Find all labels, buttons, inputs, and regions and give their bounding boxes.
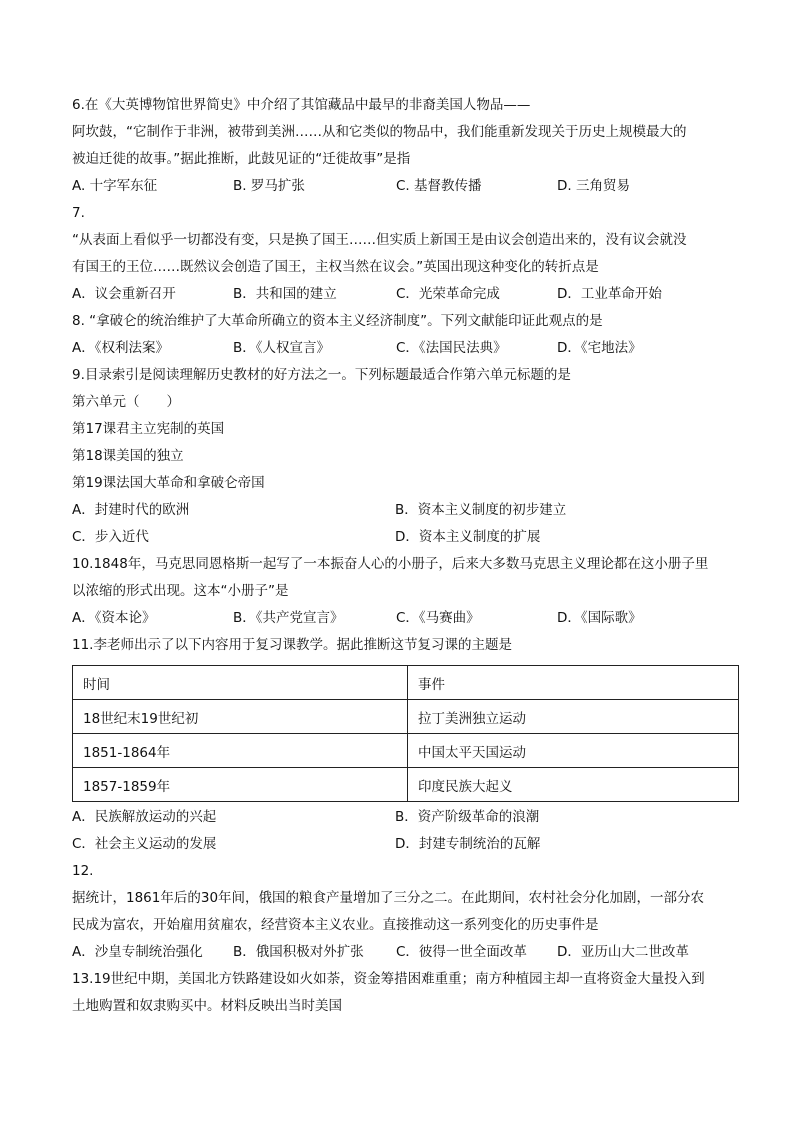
table-header: 时间 — [73, 666, 408, 700]
option-b[interactable]: B．《人权宣言》 — [233, 340, 331, 356]
options-row — [72, 335, 742, 362]
question-text: 被迫迁徙的故事。”据此推断，此鼓见证的“迁徙故事”是指 — [72, 151, 411, 167]
option-b[interactable]: B．《共产党宣言》 — [233, 610, 344, 626]
options-row — [72, 605, 742, 632]
table-row — [73, 768, 739, 802]
table-cell: 印度民族大起义 — [408, 768, 739, 802]
question-text: 6.在《大英博物馆世界简史》中介绍了其馆藏品中最早的非裔美国人物品—— — [72, 97, 531, 113]
option-a[interactable]: A．《权利法案》 — [72, 340, 169, 356]
question-text: 11.李老师出示了以下内容用于复习课教学。据此推断这节复习课的主题是 — [72, 637, 512, 653]
option-a[interactable]: A．封建时代的欧洲 — [72, 502, 190, 518]
options-row — [72, 281, 742, 308]
question-7 — [72, 200, 742, 308]
question-number: 12. — [72, 863, 94, 879]
unit-title: 第六单元（ ） — [72, 394, 180, 410]
options-row — [72, 831, 742, 858]
table-row — [73, 700, 739, 734]
question-text: 据统计，1861年后的30年间，俄国的粮食产量增加了三分之二。在此期间，农村社会分化加剧，一部分农 — [72, 890, 705, 906]
option-b[interactable]: B. 罗马扩张 — [233, 178, 305, 194]
table-cell: 中国太平天国运动 — [408, 734, 739, 768]
option-b[interactable]: B．资产阶级革命的浪潮 — [395, 809, 540, 825]
options-row — [72, 497, 742, 524]
question-13 — [72, 966, 742, 1020]
question-text: “从表面上看似乎一切都没有变，只是换了国王……但实质上新国王是由议会创造出来的，没有议会就没 — [72, 232, 687, 248]
option-d[interactable]: D．资本主义制度的扩展 — [395, 529, 541, 545]
option-d[interactable]: D. 三角贸易 — [557, 178, 630, 194]
option-d[interactable]: D．封建专制统治的瓦解 — [395, 836, 541, 852]
option-d[interactable]: D．《国际歌》 — [557, 610, 642, 626]
question-text: 土地购置和奴隶购买中。材料反映出当时美国 — [72, 998, 342, 1014]
table-cell: 1857-1859年 — [73, 768, 408, 802]
table-header-row — [73, 666, 739, 700]
options-row — [72, 939, 742, 966]
table-cell: 18世纪末19世纪初 — [73, 700, 408, 734]
option-c[interactable]: C．《法国民法典》 — [396, 340, 507, 356]
option-a[interactable]: A．议会重新召开 — [72, 286, 176, 302]
question-12 — [72, 858, 742, 966]
option-c[interactable]: C．《马赛曲》 — [396, 610, 480, 626]
option-c[interactable]: C．步入近代 — [72, 529, 149, 545]
question-8 — [72, 308, 742, 362]
option-c[interactable]: C．彼得一世全面改革 — [396, 944, 527, 960]
question-text: 民成为富农，开始雇用贫雇农，经营资本主义农业。直接推动这一系列变化的历史事件是 — [72, 917, 599, 933]
option-d[interactable]: D．亚历山大二世改革 — [557, 944, 689, 960]
table-cell: 1851-1864年 — [73, 734, 408, 768]
question-text: 以浓缩的形式出现。这本“小册子”是 — [72, 583, 289, 599]
question-text: 9.目录索引是阅读理解历史教材的好方法之一。下列标题最适合作第六单元标题的是 — [72, 367, 571, 383]
question-6 — [72, 92, 742, 200]
option-c[interactable]: C．社会主义运动的发展 — [72, 836, 217, 852]
options-row — [72, 804, 742, 831]
lesson-title: 第17课君主立宪制的英国 — [72, 421, 225, 437]
option-a[interactable]: A．沙皇专制统治强化 — [72, 944, 203, 960]
option-c[interactable]: C. 基督教传播 — [396, 178, 482, 194]
table-row — [73, 734, 739, 768]
options-row — [72, 524, 742, 551]
question-number: 7. — [72, 205, 85, 221]
option-c[interactable]: C．光荣革命完成 — [396, 286, 500, 302]
option-d[interactable]: D．《宅地法》 — [557, 340, 642, 356]
lesson-title: 第19课法国大革命和拿破仑帝国 — [72, 475, 265, 491]
option-b[interactable]: B．资本主义制度的初步建立 — [395, 502, 567, 518]
table-header: 事件 — [408, 666, 739, 700]
question-10 — [72, 551, 742, 632]
option-d[interactable]: D．工业革命开始 — [557, 286, 662, 302]
exam-page — [72, 92, 742, 1020]
question-11 — [72, 632, 742, 858]
question-text: 8. “拿破仑的统治维护了大革命所确立的资本主义经济制度”。下列文献能印证此观点的是 — [72, 313, 603, 329]
table-cell: 拉丁美洲独立运动 — [408, 700, 739, 734]
lesson-title: 第18课美国的独立 — [72, 448, 184, 464]
option-a[interactable]: A．《资本论》 — [72, 610, 156, 626]
option-a[interactable]: A. 十字军东征 — [72, 178, 158, 194]
question-text: 10.1848年，马克思同恩格斯一起写了一本振奋人心的小册子，后来大多数马克思主义理论都在这小册子里 — [72, 556, 709, 572]
option-b[interactable]: B．共和国的建立 — [233, 286, 337, 302]
options-row — [72, 173, 742, 200]
question-text: 有国王的王位……既然议会创造了国王，主权当然在议会。”英国出现这种变化的转折点是 — [72, 259, 599, 275]
question-9 — [72, 362, 742, 551]
question-text: 阿坎鼓，“它制作于非洲，被带到美洲……从和它类似的物品中，我们能重新发现关于历史上规模最大的 — [72, 124, 687, 140]
event-table — [72, 665, 739, 802]
option-a[interactable]: A．民族解放运动的兴起 — [72, 809, 217, 825]
question-text: 13.19世纪中期，美国北方铁路建设如火如荼，资金筹措困难重重；南方种植园主却一直将资金大量投入到 — [72, 971, 705, 987]
option-b[interactable]: B．俄国积极对外扩张 — [233, 944, 364, 960]
